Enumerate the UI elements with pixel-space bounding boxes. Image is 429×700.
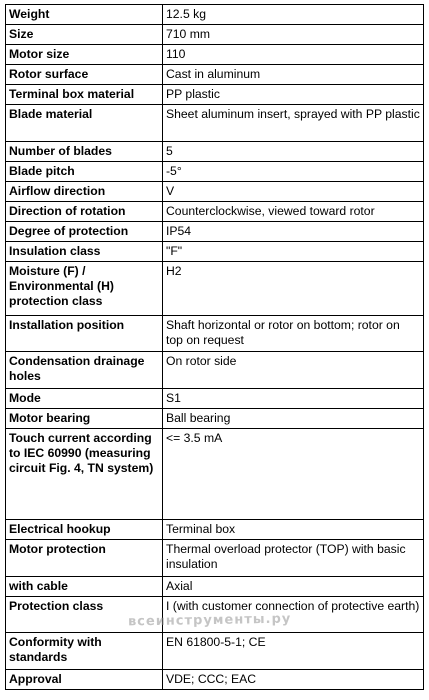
spec-value-number-of-blades: 5 <box>163 142 424 162</box>
table-row <box>6 5 424 25</box>
spec-value-moisture-protection-class: H2 <box>163 262 424 316</box>
spec-label-motor-protection: Motor protection <box>6 540 163 577</box>
spec-value-mode: S1 <box>163 389 424 409</box>
table-row <box>6 105 424 142</box>
spec-value-touch-current: <= 3.5 mA <box>163 429 424 520</box>
spec-value-conformity-with-standards: EN 61800-5-1; CE <box>163 633 424 670</box>
spec-value-with-cable: Axial <box>163 577 424 597</box>
spec-label-moisture-protection-class: Moisture (F) / Environmental (H) protection class <box>6 262 163 316</box>
watermark-text: всеинструменты.ру <box>127 611 292 630</box>
spec-value-motor-bearing: Ball bearing <box>163 409 424 429</box>
spec-label-blade-pitch: Blade pitch <box>6 162 163 182</box>
table-row <box>6 389 424 409</box>
spec-value-terminal-box-material: PP plastic <box>163 85 424 105</box>
spec-label-installation-position: Installation position <box>6 316 163 352</box>
table-row <box>6 262 424 316</box>
table-row <box>6 65 424 85</box>
table-row <box>6 429 424 520</box>
specifications-table <box>5 4 424 690</box>
spec-label-conformity-with-standards: Conformity with standards <box>6 633 163 670</box>
table-row <box>6 222 424 242</box>
spec-value-airflow-direction: V <box>163 182 424 202</box>
table-row <box>6 577 424 597</box>
table-row <box>6 162 424 182</box>
spec-label-motor-size: Motor size <box>6 45 163 65</box>
spec-label-airflow-direction: Airflow direction <box>6 182 163 202</box>
table-row <box>6 597 424 633</box>
spec-label-insulation-class: Insulation class <box>6 242 163 262</box>
spec-value-direction-of-rotation: Counterclockwise, viewed toward rotor <box>163 202 424 222</box>
spec-label-blade-material: Blade material <box>6 105 163 142</box>
spec-label-size: Size <box>6 25 163 45</box>
spec-label-rotor-surface: Rotor surface <box>6 65 163 85</box>
spec-value-weight: 12.5 kg <box>163 5 424 25</box>
table-row <box>6 182 424 202</box>
spec-label-number-of-blades: Number of blades <box>6 142 163 162</box>
table-row <box>6 142 424 162</box>
spec-value-condensation-drainage-holes: On rotor side <box>163 352 424 389</box>
table-row <box>6 45 424 65</box>
spec-label-condensation-drainage-holes: Condensation drainage holes <box>6 352 163 389</box>
spec-value-size: 710 mm <box>163 25 424 45</box>
spec-label-weight: Weight <box>6 5 163 25</box>
spec-label-degree-of-protection: Degree of protection <box>6 222 163 242</box>
table-row <box>6 352 424 389</box>
spec-label-protection-class: Protection class <box>6 597 163 633</box>
spec-value-blade-material: Sheet aluminum insert, sprayed with PP plastic <box>163 105 424 142</box>
spec-label-terminal-box-material: Terminal box material <box>6 85 163 105</box>
spec-value-motor-protection: Thermal overload protector (TOP) with basic insulation <box>163 540 424 577</box>
spec-value-rotor-surface: Cast in aluminum <box>163 65 424 85</box>
table-row <box>6 670 424 690</box>
table-row <box>6 540 424 577</box>
spec-label-motor-bearing: Motor bearing <box>6 409 163 429</box>
spec-value-degree-of-protection: IP54 <box>163 222 424 242</box>
spec-value-blade-pitch: -5° <box>163 162 424 182</box>
table-row <box>6 85 424 105</box>
spec-label-touch-current: Touch current according to IEC 60990 (measuring circuit Fig. 4, TN system) <box>6 429 163 520</box>
table-row <box>6 633 424 670</box>
table-row <box>6 316 424 352</box>
spec-label-direction-of-rotation: Direction of rotation <box>6 202 163 222</box>
spec-value-electrical-hookup: Terminal box <box>163 520 424 540</box>
spec-value-installation-position: Shaft horizontal or rotor on bottom; rotor on top on request <box>163 316 424 352</box>
spec-value-approval: VDE; CCC; EAC <box>163 670 424 690</box>
table-row <box>6 409 424 429</box>
spec-value-protection-class: I (with customer connection of protective earth) <box>163 597 424 633</box>
spec-value-motor-size: 110 <box>163 45 424 65</box>
table-row <box>6 520 424 540</box>
spec-label-mode: Mode <box>6 389 163 409</box>
table-row <box>6 242 424 262</box>
table-row <box>6 25 424 45</box>
spec-label-approval: Approval <box>6 670 163 690</box>
spec-label-with-cable: with cable <box>6 577 163 597</box>
spec-label-electrical-hookup: Electrical hookup <box>6 520 163 540</box>
table-row <box>6 202 424 222</box>
spec-value-insulation-class: "F" <box>163 242 424 262</box>
